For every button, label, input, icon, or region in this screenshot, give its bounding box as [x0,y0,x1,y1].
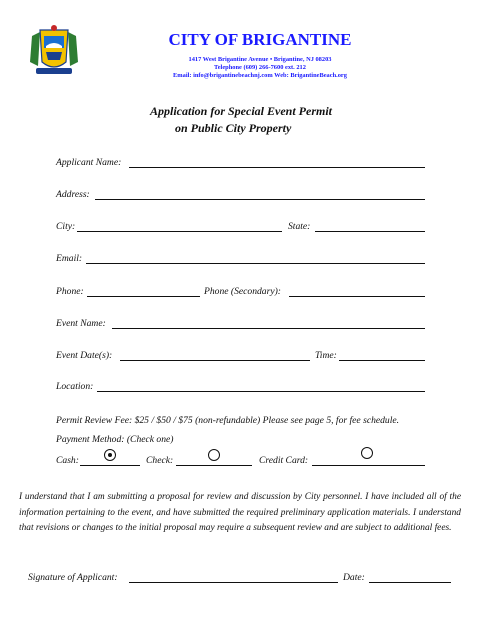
cash-line [80,465,140,466]
address-field[interactable] [95,199,425,200]
cash-radio[interactable] [104,449,116,461]
location-label: Location: [56,381,94,392]
phone-secondary-label: Phone (Secondary): [204,286,281,297]
city-seal-logo [26,22,82,78]
time-field[interactable] [339,360,425,361]
applicant-name-label: Applicant Name: [56,157,122,168]
city-label: City: [56,221,76,232]
city-name-heading: CITY OF BRIGANTINE [168,30,352,49]
cash-label: Cash: [56,455,79,466]
form-title-line1: Application for Special Event Permit [150,104,332,118]
credit-card-line [312,465,425,466]
city-telephone: Telephone (609) 266-7600 ext. 212 [214,64,306,71]
location-field[interactable] [97,391,425,392]
payment-method-label: Payment Method: (Check one) [56,434,174,445]
check-line [176,465,252,466]
acknowledgement-paragraph: I understand that I am submitting a proposal for review and discussion by City personnel. I have included all of the information pertaining to the event, and have submitted the required preliminary application materials. I understand that revisions or changes to the initial proposal may require a subsequent review and are subject to additional fees. [19,492,461,533]
check-label: Check: [146,455,174,466]
email-field[interactable] [86,263,425,264]
signature-label: Signature of Applicant: [28,572,118,583]
city-field[interactable] [77,231,282,232]
email-label: Email: [56,253,83,264]
state-field[interactable] [315,231,425,232]
city-contact: Email: info@brigantinebeachnj.com Web: BrigantineBeach.org [173,72,347,79]
event-dates-label: Event Date(s): [56,350,113,361]
event-name-label: Event Name: [56,318,106,329]
city-address: 1417 West Brigantine Avenue • Brigantine, NJ 08203 [188,56,332,63]
form-title-line2: on Public City Property [175,121,292,135]
check-radio[interactable] [208,449,220,461]
time-label: Time: [315,350,337,361]
phone-secondary-field[interactable] [289,296,425,297]
permit-fee-text: Permit Review Fee: $25 / $50 / $75 (non-refundable) Please see page 5, for fee schedule. [56,415,400,426]
date-label: Date: [343,572,365,583]
credit-card-label: Credit Card: [259,455,309,466]
address-label: Address: [56,189,90,200]
state-label: State: [288,221,311,232]
phone-field[interactable] [87,296,200,297]
signature-field[interactable] [129,582,338,583]
phone-label: Phone: [56,286,84,297]
date-field[interactable] [369,582,451,583]
event-name-field[interactable] [112,328,425,329]
event-dates-field[interactable] [120,360,310,361]
applicant-name-field[interactable] [129,167,425,168]
credit-card-radio[interactable] [361,447,373,459]
